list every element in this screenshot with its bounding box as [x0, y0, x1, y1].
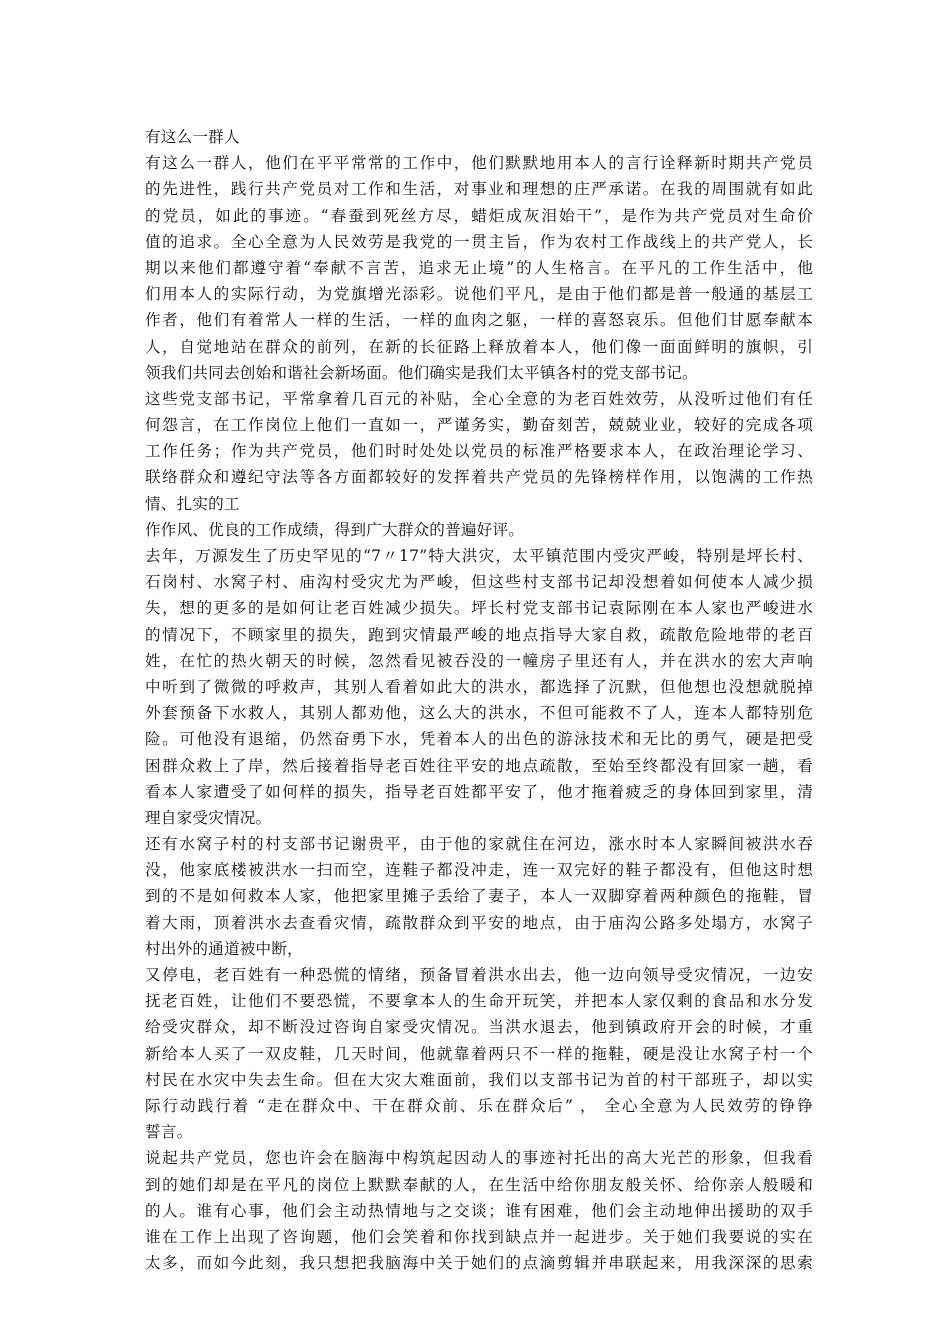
text-line: 石岗村、水窝子村、庙沟村受灾尤为严峻，但这些村支部书记却没想着如何使本人减少损	[145, 573, 813, 592]
text-line: 们用本人的实际行动，为党旗增光添彩。说他们平凡，是由于他们都是普一般通的基层工	[145, 285, 813, 304]
text-line: 际行动践行着 “走在群众中、干在群众前、乐在群众后” ， 全心全意为人民效劳的铮铮	[145, 1096, 813, 1115]
text-line: 村出外的通道被中断，	[145, 939, 303, 958]
text-line: 人，自觉地站在群众的前列，在新的长征路上释放着本人，他们像一面面鲜明的旗帜，引	[145, 337, 813, 356]
text-line: 到的不是如何救本人家，他把家里摊子丢给了妻子，本人一双脚穿着两种颜色的拖鞋，冒	[145, 887, 813, 906]
text-line: 又停电，老百姓有一种恐慌的情绪，预备冒着洪水出去，他一边向领导受灾情况，一边安	[145, 966, 813, 984]
text-line: 作者，他们有着常人一样的生活，一样的血肉之躯，一样的喜怒哀乐。但他们甘愿奉献本	[145, 311, 813, 330]
text-line: 失，想的更多的是如何让老百姓减少损失。坪长村党支部书记袁际刚在本人家也严峻进水	[145, 599, 813, 618]
text-line: 险。可他没有退缩，仍然奋勇下水，凭着本人的出色的游泳技术和无比的勇气，硬是把受	[145, 730, 813, 749]
text-line: 到的她们却是在平凡的岗位上默默奉献的人，在生活中给你朋友般关怀、给你亲人般暖和	[145, 1175, 813, 1194]
text-line: 这些党支部书记，平常拿着几百元的补贴，全心全意的为老百姓效劳，从没听过他们有任	[145, 389, 813, 408]
text-line: 姓，在忙的热火朝天的时候，忽然看见被吞没的一幢房子里还有人，并在洪水的宏大声响	[145, 651, 813, 670]
text-line: 誓言。	[145, 1123, 193, 1142]
text-line: 抚老百姓，让他们不要恐慌，不要拿本人的生命开玩笑，并把本人家仅剩的食品和水分发	[145, 992, 813, 1011]
text-line: 新给本人买了一双皮鞋，几天时间，他就靠着两只不一样的拖鞋，硬是没让水窝子村一个	[145, 1044, 813, 1063]
text-line: 还有水窝子村的村支部书记谢贵平，由于他的家就住在河边，涨水时本人家瞬间被洪水吞	[145, 835, 813, 854]
text-line: 没，他家底楼被洪水一扫而空，连鞋子都没冲走，连一双完好的鞋子都没有，但他这时想	[145, 861, 813, 880]
text-line: 期以来他们都遵守着“奉献不言苦，追求无止境”的人生格言。在平凡的工作生活中，他	[145, 258, 813, 277]
text-line: 看本人家遭受了如何样的损失，指导老百姓都平安了，他才拖着疲乏的身体回到家里，清	[145, 782, 813, 801]
text-line: 外套预备下水救人，其别人都劝他，这么大的洪水，不但可能救不了人，连本人都特别危	[145, 704, 813, 723]
text-line: 有这么一群人，他们在平平常常的工作中，他们默默地用本人的言行诠释新时期共产党员	[145, 154, 813, 173]
text-line: 工作任务；作为共产党员，他们时时处处以党员的标准严格要求本人，在政治理论学习、	[145, 442, 813, 461]
text-line: 值的追求。全心全意为人民效劳是我党的一贯主旨，作为农村工作战线上的共产党人，长	[145, 232, 813, 251]
document-title: 有这么一群人	[145, 128, 240, 146]
text-line: 何怨言，在工作岗位上他们一直如一，严谨务实，勤奋刻苦，兢兢业业，较好的完成各项	[145, 416, 813, 435]
document-body	[145, 124, 813, 1276]
text-line: 中听到了微微的呼救声，其别人看着如此大的洪水，都选择了沉默，但他想也没想就脱掉	[145, 677, 813, 696]
text-line: 作作风、优良的工作成绩，得到广大群众的普遍好评。	[145, 520, 525, 539]
text-line: 的党员，如此的事迹。“春蚕到死丝方尽，蜡炬成灰泪始干”，是作为共产党员对生命价	[145, 206, 813, 225]
text-line: 太多，而如今此刻，我只想把我脑海中关于她们的点滴剪辑并串联起来，用我深深的思索	[145, 1254, 813, 1273]
text-line: 困群众救上了岸，然后接着指导老百姓往平安的地点疏散，至始至终都没有回家一趟，看	[145, 756, 813, 775]
text-line: 理自家受灾情况。	[145, 808, 272, 827]
text-line: 情、扎实的工	[145, 494, 240, 513]
text-line: 给受灾群众，却不断没过咨询自家受灾情况。当洪水退去，他到镇政府开会的时候，才重	[145, 1018, 813, 1037]
text-line: 说起共产党员，您也许会在脑海中构筑起因动人的事迹衬托出的高大光芒的形象，但我看	[145, 1149, 813, 1168]
text-line: 谁在工作上出现了咨询题，他们会笑着和你找到缺点并一起进步。关于她们我要说的实在	[145, 1227, 813, 1246]
text-line: 的情况下，不顾家里的损失，跑到灾情最严峻的地点指导大家自救，疏散危险地带的老百	[145, 625, 813, 644]
text-line: 去年，万源发生了历史罕见的“7〃17”特大洪灾，太平镇范围内受灾严峻，特别是坪长村、	[145, 547, 813, 565]
text-line: 的人。谁有心事，他们会主动热情地与之交谈；谁有困难，他们会主动地伸出援助的双手	[145, 1201, 813, 1220]
text-line: 的先进性，践行共产党员对工作和生活，对事业和理想的庄严承诺。在我的周围就有如此	[145, 180, 813, 199]
text-line: 村民在水灾中失去生命。但在大灾大难面前，我们以支部书记为首的村干部班子，却以实	[145, 1070, 813, 1089]
text-line: 着大雨，顶着洪水去查看灾情，疏散群众到平安的地点，由于庙沟公路多处塌方，水窝子	[145, 913, 813, 932]
text-line: 领我们共同去创始和谐社会新场面。他们确实是我们太平镇各村的党支部书记。	[145, 363, 698, 382]
text-line: 联络群众和遵纪守法等各方面都较好的发挥着共产党员的先锋榜样作用，以饱满的工作热	[145, 468, 813, 487]
